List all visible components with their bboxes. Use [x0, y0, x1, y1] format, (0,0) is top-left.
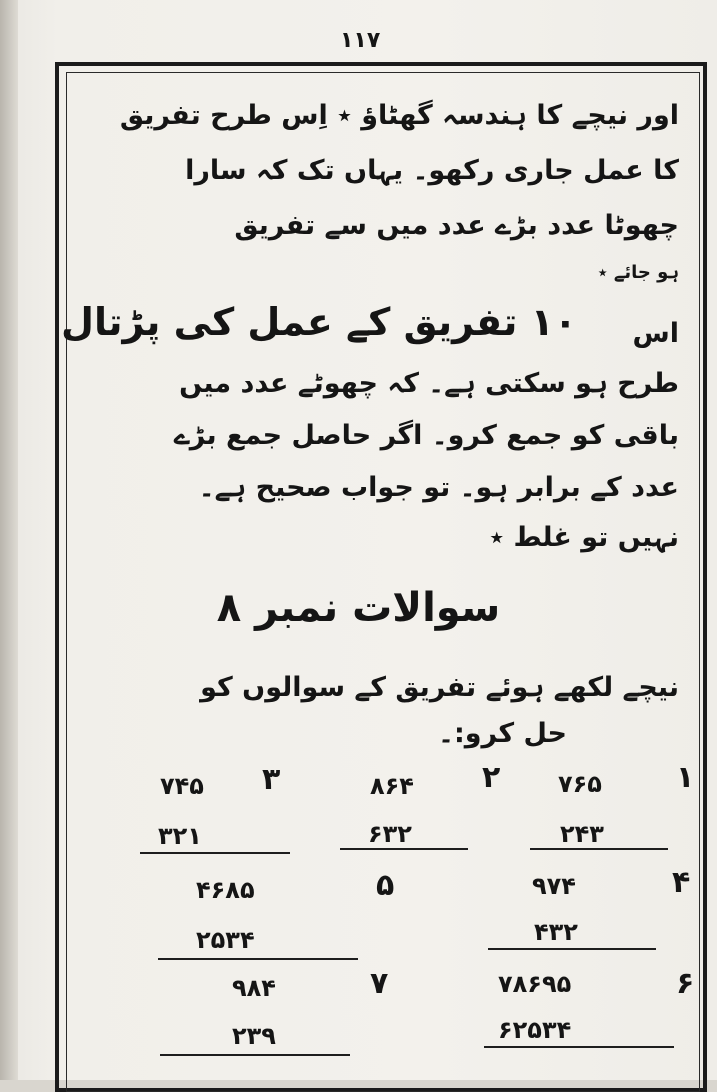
problem-6-bottom: ۶۲۵۳۴	[498, 1016, 572, 1044]
problem-4-label: ۴	[672, 865, 691, 900]
problem-3-top: ۷۴۵	[160, 772, 204, 800]
paragraph1-line-4: ہو جائے ٭	[597, 262, 679, 283]
problem-1-rule	[530, 848, 668, 850]
problem-5-rule	[158, 958, 358, 960]
page-spine-shadow	[0, 0, 18, 1080]
problem-4-bottom: ۴۳۲	[534, 918, 578, 946]
problem-7-label: ۷	[370, 966, 389, 1001]
exercise-instruction-line-2: حل کرو:۔	[438, 718, 567, 749]
section10-line-4: نہیں تو غلط ٭	[489, 522, 679, 553]
problem-6-rule	[484, 1046, 674, 1048]
section10-line-2: باقی کو جمع کرو۔ اگر حاصل جمع بڑے	[173, 420, 679, 451]
section10-line-1: طرح ہو سکتی ہے۔ کہ چھوٹے عدد میں	[179, 368, 679, 399]
problem-5-bottom: ۲۵۳۴	[196, 926, 255, 954]
problem-7-top: ۹۸۴	[232, 974, 276, 1002]
section10-line-3: عدد کے برابر ہو۔ تو جواب صحیح ہے۔	[198, 472, 679, 503]
problem-2-label: ۲	[482, 760, 501, 795]
problem-5-top: ۴۶۸۵	[196, 876, 255, 904]
page-number: ۱۱۷	[340, 28, 381, 53]
paragraph1-line-1: اور نیچے کا ہندسہ گھٹاؤ ٭ اِس طرح تفریق	[119, 100, 679, 131]
problem-3-rule	[140, 852, 290, 854]
problem-3-bottom: ۳۲۱	[158, 822, 202, 850]
problem-6-label: ۶	[676, 966, 695, 1001]
exercise-title: سوالات نمبر ۸	[216, 585, 501, 631]
problem-2-rule	[340, 848, 468, 850]
problem-7-rule	[160, 1054, 350, 1056]
exercise-instruction-line-1: نیچے لکھے ہوئے تفریق کے سوالوں کو	[200, 672, 679, 703]
problem-2-bottom: ۶۳۲	[368, 820, 412, 848]
problem-7-bottom: ۲۳۹	[232, 1022, 276, 1050]
problem-5-label: ۵	[376, 868, 395, 903]
paragraph1-line-3: چھوٹا عدد بڑے عدد میں سے تفریق	[234, 210, 679, 241]
section10-heading-tail: اس	[632, 318, 679, 349]
problem-1-bottom: ۲۴۳	[560, 820, 604, 848]
problem-4-rule	[488, 948, 656, 950]
problem-1-top: ۷۶۵	[558, 770, 602, 798]
problem-2-top: ۸۶۴	[370, 772, 414, 800]
problem-6-top: ۷۸۶۹۵	[498, 970, 572, 998]
problem-1-label: ۱	[676, 760, 695, 795]
paragraph1-line-2: کا عمل جاری رکھو۔ یہاں تک کہ سارا	[185, 155, 679, 186]
problem-3-label: ۳	[262, 762, 281, 797]
section10-heading: ۱۰ تفریق کے عمل کی پڑتال	[61, 300, 577, 344]
problem-4-top: ۹۷۴	[532, 872, 576, 900]
